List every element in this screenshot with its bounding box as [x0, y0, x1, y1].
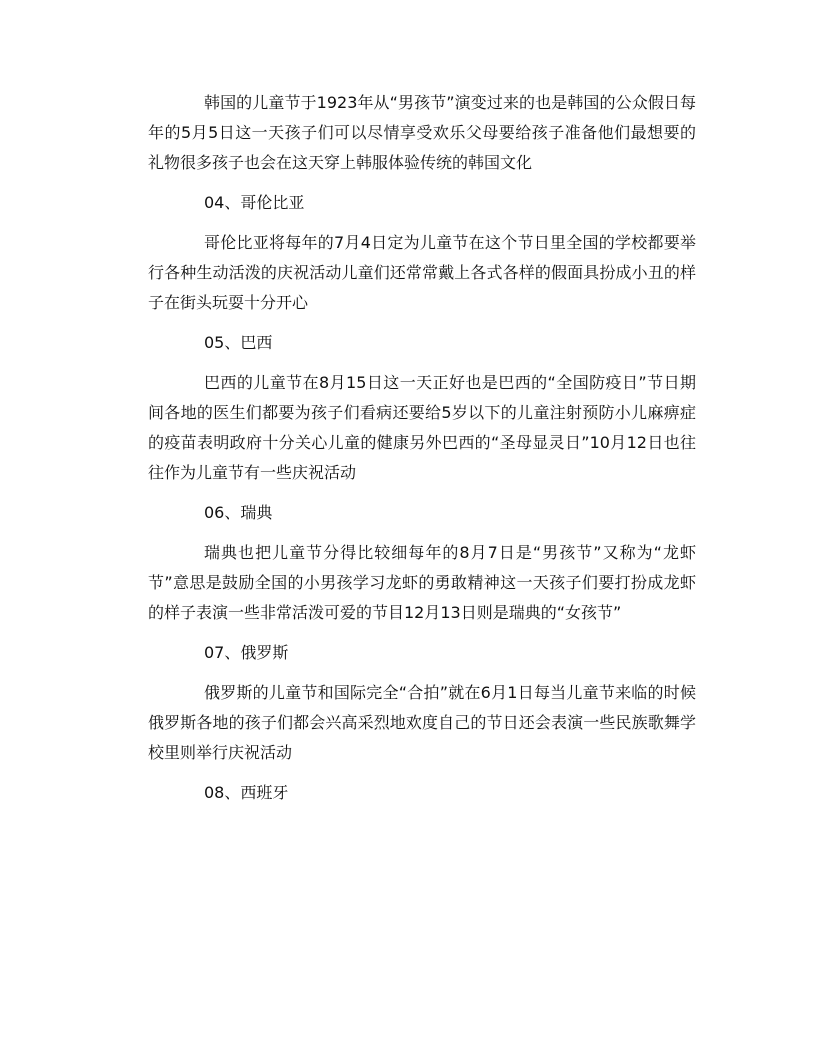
heading-russia: 07、俄罗斯	[204, 643, 289, 662]
paragraph-brazil: 巴西的儿童节在8月15日这一天正好也是巴西的“全国防疫日”节日期间各地的医生们都要为孩子们看病还要给5岁以下的儿童注射预防小儿麻痹症的疫苗表明政府十分关心儿童的健康另外巴西的“圣母显灵日”10月12日也往往作为儿童节有一些庆祝活动	[148, 373, 696, 482]
paragraph-korea: 韩国的儿童节于1923年从“男孩节”演变过来的也是韩国的公众假日每年的5月5日这一天孩子们可以尽情享受欢乐父母要给孩子准备他们最想要的礼物很多孩子也会在这天穿上韩服体验传统的韩国文化	[148, 93, 696, 172]
heading-brazil: 05、巴西	[204, 333, 273, 352]
heading-colombia: 04、哥伦比亚	[204, 193, 305, 212]
paragraph-russia: 俄罗斯的儿童节和国际完全“合拍”就在6月1日每当儿童节来临的时候俄罗斯各地的孩子们都会兴高采烈地欢度自己的节日还会表演一些民族歌舞学校里则举行庆祝活动	[148, 683, 696, 762]
paragraph-colombia: 哥伦比亚将每年的7月4日定为儿童节在这个节日里全国的学校都要举行各种生动活泼的庆祝活动儿童们还常常戴上各式各样的假面具扮成小丑的样子在街头玩耍十分开心	[148, 233, 696, 312]
paragraph-sweden: 瑞典也把儿童节分得比较细每年的8月7日是“男孩节”又称为“龙虾节”意思是鼓励全国的小男孩学习龙虾的勇敢精神这一天孩子们要打扮成龙虾的样子表演一些非常活泼可爱的节目12月13日则是瑞典的“女孩节”	[148, 543, 696, 622]
heading-sweden: 06、瑞典	[204, 503, 273, 522]
document-body	[148, 88, 696, 818]
heading-spain: 08、西班牙	[204, 783, 289, 802]
